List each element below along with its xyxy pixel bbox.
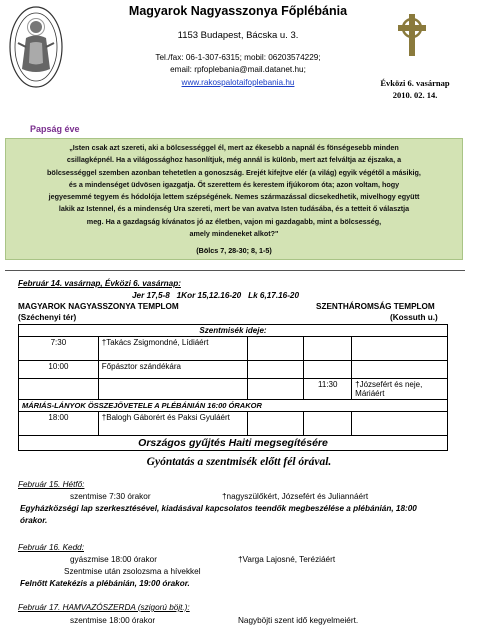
mass-time-2: 11:30 (304, 379, 352, 400)
church-right-location: (Kossuth u.) (390, 313, 438, 322)
collection-note: Országos gyűjtés Haiti megsegítésére (19, 436, 448, 451)
divider (5, 270, 465, 271)
mass-schedule-table (18, 324, 448, 451)
celtic-cross-icon (395, 12, 429, 58)
mass-intention: †Takács Zsigmondné, Lídiáért (98, 337, 248, 361)
special-event: MÁRIÁS-LÁNYOK ÖSSZEJÖVETELE A PLÉBÁNIÁN 16:00 ÓRAKOR (19, 400, 448, 412)
day-note: Egyházközségi lap szerkesztésével, kiadásával kapcsolatos teendők megbeszélése a plébánián, 18:00 órakor. (20, 504, 417, 525)
quote-line: és a mindenséget üdvösen igazgatja. Őt szerettem és kerestem ifjúkorom óta; azon voltam, hogy (68, 179, 400, 189)
day-sub: Szentmise után zsolozsma a hívekkel (64, 567, 201, 576)
day-heading: Február 16. Kedd: (18, 543, 84, 552)
parish-name: Magyarok Nagyasszonya Főplébánia (128, 4, 348, 18)
sunday-readings: Jer 17,5-8 1Kor 15,12.16-20 Lk 6,17.16-20 (132, 291, 300, 300)
mass-intention-2 (352, 337, 448, 361)
table-row (19, 412, 448, 436)
day-intention: †Varga Lajosné, Teréziáért (238, 555, 336, 564)
mass-time-2 (304, 361, 352, 379)
table-row (19, 337, 448, 361)
mass-intention-2 (352, 361, 448, 379)
table-header-row (19, 325, 448, 337)
quote-line: „Isten csak azt szereti, aki a bölcsességgel él, mert az ékesebb a napnál és fönségesebb minden (69, 143, 399, 152)
sunday-name: Évközi 6. vasárnap (380, 78, 450, 88)
mass-time-2 (304, 337, 352, 361)
mass-intention (98, 379, 248, 400)
day-heading: Február 17. HAMVAZÓSZERDA (szigorú böjt.): (18, 603, 190, 612)
mass-intention: †Balogh Gáborért és Paksi Gyuláért (98, 412, 248, 436)
phone-numbers: Tel./fax: 06-1-307-6315; mobil: 06203574229; (155, 53, 321, 62)
email-address: email: rpfoplebania@mail.datanet.hu; (170, 65, 306, 74)
parish-address: 1153 Budapest, Bácska u. 3. (177, 30, 299, 41)
sunday-heading: Február 14. vasárnap, Évközi 6. vasárnap: (18, 279, 181, 288)
day-mass: szentmise 18:00 órakor (70, 616, 156, 625)
day-mass: gyászmise 18:00 órakor (70, 555, 157, 564)
day-intention: Nagyböjti szent idő kegyelmeiért. (238, 616, 359, 625)
quote-line: jegyesemmé tegyem és hódolója lettem szépségének. Nemes származással dicsekedhetik, mivelhogy együtt (48, 192, 420, 202)
table-row (19, 400, 448, 412)
liturgical-date (365, 77, 465, 101)
mass-intention-2: †Józsefért és neje, Máriáért (352, 379, 448, 400)
quote-line: meg. Ha a gazdagság kívánatos jó az életben, vajon mi gazdagabb, mint a bölcsesség, (86, 216, 382, 226)
quote-source: (Bölcs 7, 28-30; 8, 1-5) (196, 246, 272, 255)
mass-time: 18:00 (19, 412, 99, 436)
mass-intention: Főpásztor szándékára (98, 361, 248, 379)
day-note: Felnőtt Katekézis a plébánián, 19:00 órakor. (20, 579, 190, 588)
issue-date: 2010. 02. 14. (392, 90, 438, 100)
table-row (19, 379, 448, 400)
day-intention: †nagyszülőkért, Józsefért és Juliannáért (222, 492, 369, 501)
website-link[interactable]: www.rakospalotaifoplebania.hu (181, 78, 295, 87)
quote-line: bölcsességgel szemben azonban tehetetlen a gonoszság. Erejét kifejtve elér (a világ) egyik végétől a másikig, (47, 167, 421, 177)
confession-note: Gyóntatás a szentmisék előtt fél órával. (146, 456, 332, 468)
schedule-header: Szentmisék ideje: (19, 325, 448, 337)
parish-jubilee-logo (8, 5, 64, 89)
quote-line: lakik az Istennel, és a mindenség Ura szereti, mert be van avatva Isten tudásába, és a tetteit ő választja (58, 204, 410, 214)
quote-line: csillagképnél. Ha a világossághoz hasonlítjuk, még annál is különb, mert azt felváltja az éjszaka, a (66, 155, 402, 165)
day-mass: szentmise 7:30 órakor (70, 492, 151, 501)
mass-time (19, 379, 99, 400)
church-left-location: (Széchenyi tér) (18, 313, 77, 322)
contact-block (112, 52, 364, 76)
quote-line: amely mindeneket alkot?" (189, 229, 279, 239)
church-right-name: SZENTHÁROMSÁG TEMPLOM (316, 302, 435, 311)
church-left-name: MAGYAROK NAGYASSZONYA TEMPLOM (18, 302, 179, 311)
scripture-quote (8, 142, 460, 240)
day-heading: Február 15. Hétfő: (18, 480, 85, 489)
year-title: Papság éve (30, 124, 80, 134)
mass-time: 7:30 (19, 337, 99, 361)
table-row (19, 361, 448, 379)
table-row (19, 436, 448, 451)
mass-time: 10:00 (19, 361, 99, 379)
